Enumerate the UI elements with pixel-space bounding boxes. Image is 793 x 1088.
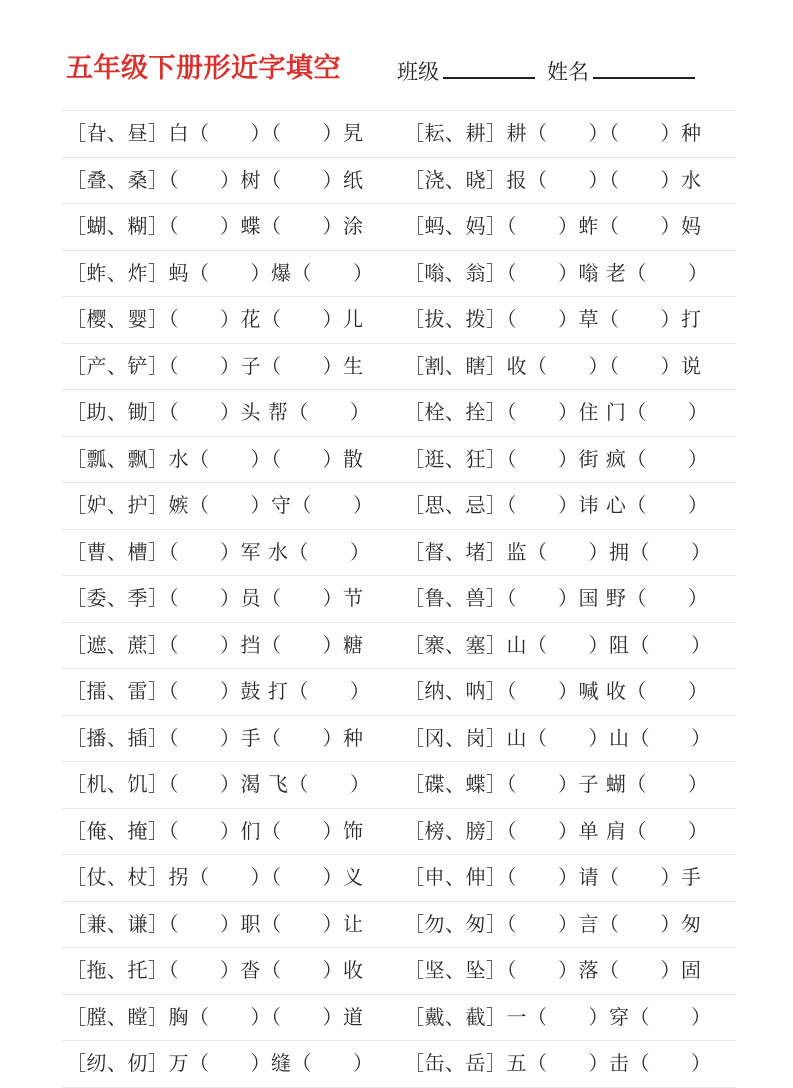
exercise-item-left: ［旮、昼］白（ ）（ ）旯 (66, 121, 364, 145)
class-blank-line (443, 59, 535, 79)
exercise-item-left: ［樱、婴］（ ）花（ ）儿 (66, 307, 364, 331)
exercise-item-right: ［榜、膀］（ ）单 肩（ ） (404, 818, 709, 843)
exercise-item-left: ［兼、谦］（ ）职（ ）让 (66, 911, 364, 936)
exercise-item-right: ［勿、匆］（ ）言（ ）匆 (404, 911, 702, 936)
exercise-item-left: ［蝴、糊］（ ）蝶（ ）涂 (66, 214, 364, 238)
exercise-list (62, 110, 736, 1088)
exercise-item-right: ［督、堵］监（ ）拥（ ） (404, 539, 712, 564)
exercise-item-right: ［冈、岗］山（ ）山（ ） (404, 725, 712, 750)
name-field (547, 56, 695, 86)
exercise-item-right: ［拔、拨］（ ）草（ ）打 (404, 307, 702, 331)
exercise-item-left: ［蚱、炸］蚂（ ）爆（ ） (66, 260, 374, 285)
exercise-row (62, 297, 736, 344)
exercise-row (62, 576, 736, 623)
exercise-row (62, 530, 736, 577)
exercise-item-right: ［思、忌］（ ）讳 心（ ） (404, 493, 709, 517)
exercise-item-left: ［擂、雷］（ ）鼓 打（ ） (66, 679, 371, 703)
exercise-row (62, 995, 736, 1042)
page-title: 五年级下册形近字填空 (66, 53, 341, 84)
exercise-item-right: ［蚂、妈］（ ）蚱（ ）妈 (404, 214, 702, 238)
exercise-row (62, 623, 736, 670)
class-label: 班级 (397, 60, 439, 84)
name-label: 姓名 (547, 60, 589, 84)
exercise-item-right: ［逛、狂］（ ）街 疯（ ） (404, 446, 709, 471)
exercise-item-right: ［申、伸］（ ）请（ ）手 (404, 865, 702, 889)
exercise-item-left: ［曹、槽］（ ）军 水（ ） (66, 539, 371, 564)
exercise-item-right: ［寨、塞］山（ ）阻（ ） (404, 632, 712, 657)
name-blank-line (593, 59, 695, 79)
exercise-item-left: ［仗、杖］拐（ ）（ ）义 (66, 865, 364, 889)
exercise-item-left: ［遮、蔗］（ ）挡（ ）糖 (66, 632, 364, 657)
exercise-item-right: ［嗡、翁］（ ）嗡 老（ ） (404, 260, 709, 285)
exercise-row (62, 390, 736, 437)
exercise-item-left: ［委、季］（ ）员（ ）节 (66, 586, 364, 610)
exercise-item-right: ［浇、晓］报（ ）（ ）水 (404, 167, 702, 192)
exercise-item-left: ［播、插］（ ）手（ ）种 (66, 725, 364, 750)
exercise-item-left: ［膛、瞠］胸（ ）（ ）道 (66, 1004, 364, 1029)
exercise-row (62, 483, 736, 530)
exercise-item-right: ［戴、截］一（ ）穿（ ） (404, 1004, 712, 1029)
exercise-row (62, 1041, 736, 1088)
exercise-row (62, 902, 736, 949)
exercise-item-left: ［瓢、飘］水（ ）（ ）散 (66, 446, 364, 471)
exercise-item-left: ［俺、掩］（ ）们（ ）饰 (66, 818, 364, 843)
exercise-item-right: ［碟、蝶］（ ）子 蝴（ ） (404, 772, 709, 796)
exercise-row (62, 809, 736, 856)
exercise-row (62, 669, 736, 716)
class-field (397, 56, 535, 86)
exercise-item-left: ［妒、护］嫉（ ）守（ ） (66, 493, 374, 517)
exercise-item-left: ［产、铲］（ ）子（ ）生 (66, 353, 364, 378)
exercise-row (62, 344, 736, 391)
exercise-item-right: ［割、瞎］收（ ）（ ）说 (404, 353, 702, 378)
worksheet-header (66, 44, 726, 88)
exercise-item-right: ［缶、岳］五（ ）击（ ） (404, 1051, 712, 1075)
exercise-row (62, 716, 736, 763)
exercise-item-left: ［助、锄］（ ）头 帮（ ） (66, 400, 371, 424)
exercise-row (62, 762, 736, 809)
exercise-row (62, 158, 736, 205)
exercise-item-left: ［叠、桑］（ ）树（ ）纸 (66, 167, 364, 192)
exercise-row (62, 855, 736, 902)
exercise-item-right: ［坚、坠］（ ）落（ ）固 (404, 958, 702, 982)
exercise-item-left: ［拖、托］（ ）沓（ ）收 (66, 958, 364, 982)
exercise-item-right: ［耘、耕］耕（ ）（ ）种 (404, 121, 702, 145)
exercise-row (62, 948, 736, 995)
exercise-row (62, 204, 736, 251)
exercise-row (62, 437, 736, 484)
exercise-item-right: ［纳、呐］（ ）喊 收（ ） (404, 679, 709, 703)
exercise-item-left: ［纫、仞］万（ ）缝（ ） (66, 1051, 374, 1075)
exercise-item-right: ［栓、拴］（ ）住 门（ ） (404, 400, 709, 424)
exercise-row (62, 111, 736, 158)
exercise-row (62, 251, 736, 298)
exercise-item-left: ［机、饥］（ ）渴 飞（ ） (66, 772, 371, 796)
exercise-item-right: ［鲁、兽］（ ）国 野（ ） (404, 586, 709, 610)
